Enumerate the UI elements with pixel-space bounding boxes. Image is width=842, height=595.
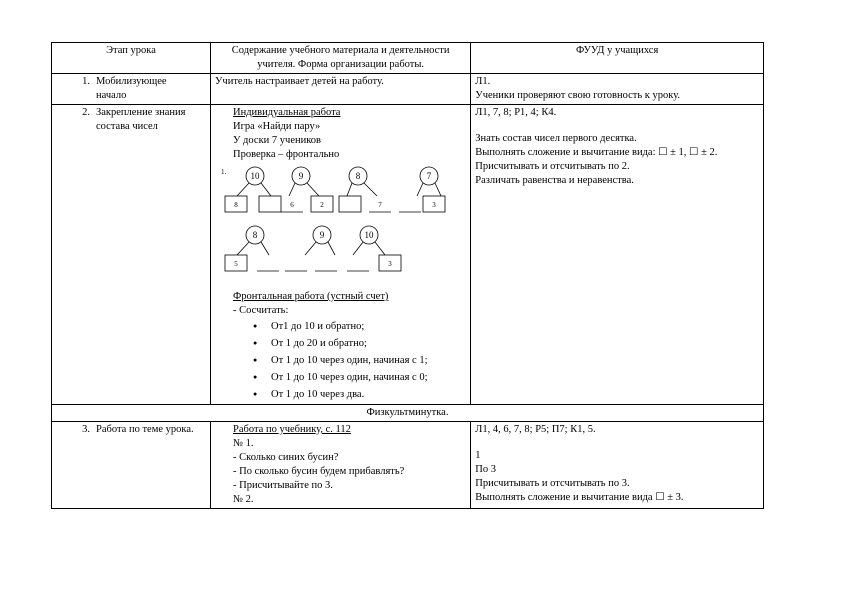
count-list bbox=[233, 318, 466, 403]
frontal-work-title: Фронтальная работа (устный счет) bbox=[233, 291, 389, 302]
header-content-line2: учителя. Форма организации работы. bbox=[257, 59, 425, 70]
skills-codes: Л1, 4, 6, 7, 8; Р5; П7; К1, 5. bbox=[475, 424, 596, 435]
skills-line: Различать равенства и неравенства. bbox=[475, 175, 634, 186]
diagram-circle-number: 10 bbox=[364, 230, 374, 240]
number-composition-diagram bbox=[219, 164, 455, 286]
stage-line: состава чисел bbox=[96, 121, 158, 132]
list-item: ● От 1 до 10 через один, начиная с 0; bbox=[245, 369, 466, 386]
skills-line: По 3 bbox=[475, 464, 496, 475]
content-cell bbox=[211, 422, 471, 509]
header-stage: Этап урока bbox=[52, 43, 211, 74]
content-cell bbox=[211, 105, 471, 405]
row-number: 3. bbox=[82, 424, 90, 435]
skills-cell bbox=[471, 422, 764, 509]
diagram-box-number: 6 bbox=[290, 201, 294, 209]
stage-cell bbox=[52, 105, 211, 405]
header-content bbox=[211, 43, 471, 74]
skills-line: Знать состав чисел первого десятка. bbox=[475, 133, 637, 144]
list-item: ● От 1 до 20 и обратно; bbox=[245, 335, 466, 352]
stage-line: Закрепление знания bbox=[96, 107, 186, 118]
textbook-title: Работа по учебнику, с. 112 bbox=[233, 424, 351, 435]
row-1 bbox=[52, 74, 764, 105]
content-cell: Учитель настраивает детей на работу. bbox=[211, 74, 471, 105]
diagram-box-number: 3 bbox=[388, 260, 392, 268]
pause-row bbox=[52, 405, 764, 422]
skills-cell bbox=[471, 74, 764, 105]
diagram-circle-number: 7 bbox=[426, 171, 432, 181]
content-line: № 1. bbox=[233, 438, 254, 449]
stage-line: Мобилизующее bbox=[96, 76, 167, 87]
diagram-circle-number: 9 bbox=[298, 171, 304, 181]
board-line: У доски 7 учеников bbox=[233, 135, 321, 146]
skills-line: Присчитывать и отсчитывать по 3. bbox=[475, 478, 630, 489]
diagram-circle-number: 10 bbox=[250, 171, 260, 181]
content-line: - Сколько синих бусин? bbox=[233, 452, 339, 463]
skills-line: Присчитывать и отсчитывать по 2. bbox=[475, 161, 630, 172]
skills-line: Выполнять сложение и вычитание вида: ☐ ± 1, ☐ ± 2. bbox=[475, 147, 718, 158]
stage-line: Работа по теме урока. bbox=[96, 424, 194, 435]
row-3 bbox=[52, 422, 764, 509]
stage-line: начало bbox=[96, 90, 127, 101]
content-line: № 2. bbox=[233, 494, 254, 505]
skills-codes: Л1, 7, 8; Р1, 4; К4. bbox=[475, 107, 557, 118]
skills-line: 1 bbox=[475, 450, 481, 461]
skills-line: Выполнять сложение и вычитание вида ☐ ± 3. bbox=[475, 492, 684, 503]
stage-cell bbox=[52, 422, 211, 509]
game-line: Игра «Найди пару» bbox=[233, 121, 321, 132]
pause-cell bbox=[52, 405, 764, 422]
diagram-box-number: 8 bbox=[234, 201, 238, 209]
count-intro: - Сосчитать: bbox=[233, 305, 289, 316]
row-number: 1. bbox=[82, 76, 90, 87]
lesson-plan-table bbox=[51, 42, 764, 509]
content-line: - По сколько бусин будем прибавлять? bbox=[233, 466, 405, 477]
row-2 bbox=[52, 105, 764, 405]
pause-label: Физкультминутка. bbox=[366, 407, 449, 418]
individual-work-title: Индивидуальная работа bbox=[233, 107, 341, 118]
list-item: ● От1 до 10 и обратно; bbox=[245, 318, 466, 335]
diagram-box-number: 7 bbox=[378, 201, 382, 209]
skills-line: Ученики проверяют свою готовность к уроку. bbox=[475, 90, 681, 101]
content-line: - Присчитывайте по 3. bbox=[233, 480, 333, 491]
diagram-box-number: 3 bbox=[432, 201, 436, 209]
diagram-box-number: 5 bbox=[234, 260, 238, 268]
skills-cell bbox=[471, 105, 764, 405]
list-item: ● От 1 до 10 через два. bbox=[245, 386, 466, 403]
header-skills: ФУУД у учащихся bbox=[471, 43, 764, 74]
header-content-line1: Содержание учебного материала и деятельности bbox=[231, 45, 450, 56]
diagram-box-number: 2 bbox=[320, 201, 324, 209]
stage-cell bbox=[52, 74, 211, 105]
list-item: ● От 1 до 10 через один, начиная с 1; bbox=[245, 352, 466, 369]
diagram-circle-number: 8 bbox=[252, 230, 258, 240]
diagram-circle-number: 8 bbox=[355, 171, 361, 181]
diagram-circle-number: 9 bbox=[319, 230, 325, 240]
check-line: Проверка – фронтально bbox=[233, 149, 340, 160]
header-row bbox=[52, 43, 764, 74]
diagram-label: 1. bbox=[221, 168, 227, 176]
row-number: 2. bbox=[82, 107, 90, 118]
skills-codes: Л1. bbox=[475, 76, 491, 87]
